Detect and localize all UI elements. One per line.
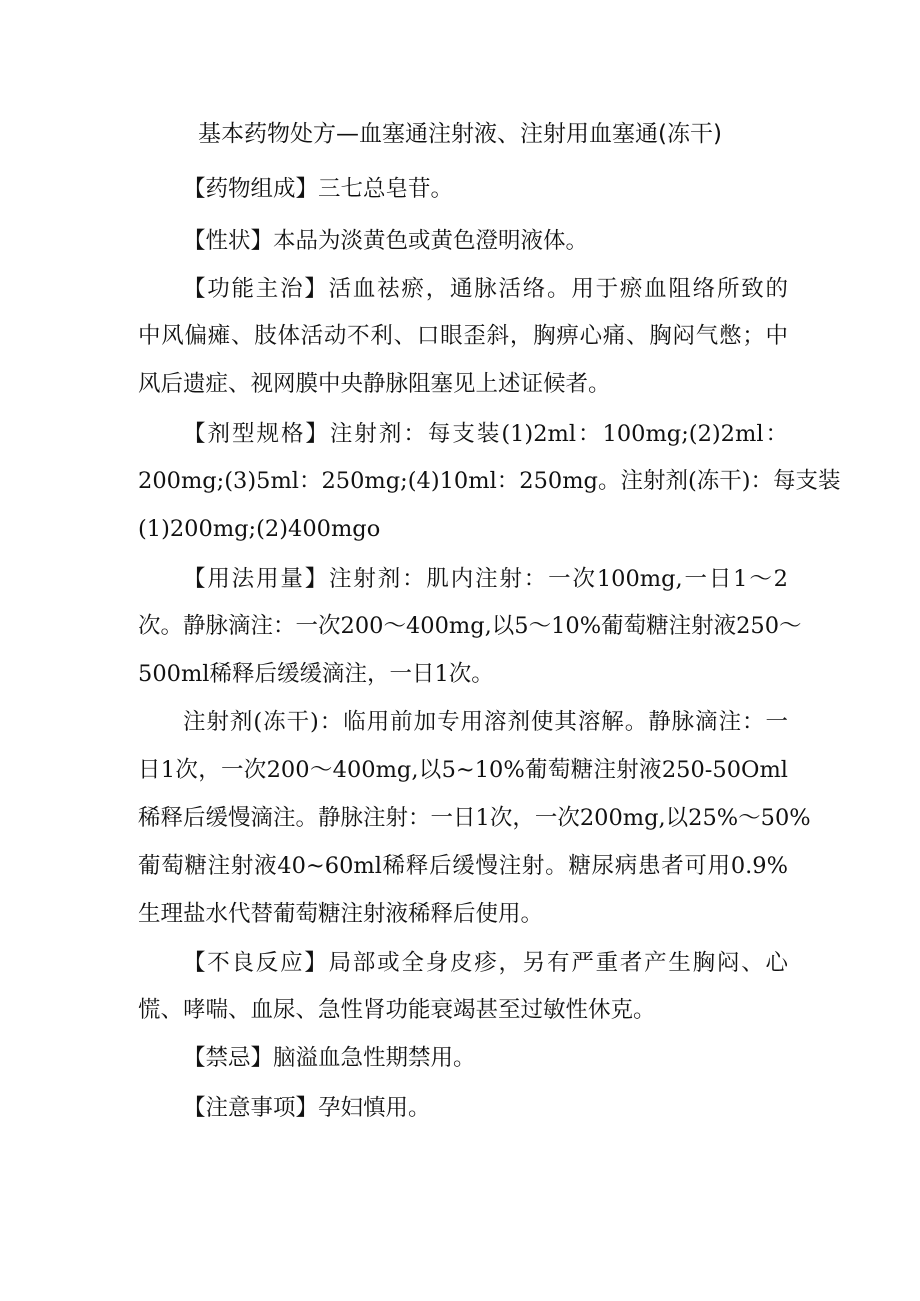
paragraph-precautions: 【注意事项】孕妇慎用。 — [183, 1095, 431, 1121]
paragraph-specs-line-2: 200mg;(3)5ml：250mg;(4)10ml：250mg。注射剂(冻干)：每支装 — [138, 468, 841, 494]
paragraph-lyophilized-line-5: 生理盐水代替葡萄糖注射液稀释后使用。 — [138, 901, 544, 927]
paragraph-contraindications: 【禁忌】脑溢血急性期禁用。 — [183, 1045, 476, 1071]
paragraph-dosage-line-3: 500ml稀释后缓缓滴注，一日1次。 — [138, 661, 494, 687]
paragraph-specs-line-3: (1)200mg;(2)400mgo — [138, 516, 381, 542]
paragraph-lyophilized-line-4: 葡萄糖注射液40~60ml稀释后缓慢注射。糖尿病患者可用0.9% — [138, 853, 788, 879]
paragraph-indications-line-3: 风后遗症、视网膜中央静脉阻塞见上述证候者。 — [138, 371, 611, 397]
paragraph-indications-line-2: 中风偏瘫、肢体活动不利、口眼歪斜，胸痹心痛、胸闷气憋；中 — [138, 323, 788, 349]
paragraph-lyophilized-line-2: 日1次，一次200～400mg,以5~10%葡萄糖注射液250-50Oml — [138, 757, 788, 783]
paragraph-adverse-line-2: 慌、哮喘、血尿、急性肾功能衰竭甚至过敏性休克。 — [138, 997, 656, 1023]
paragraph-specs-line-1: 【剂型规格】注射剂：每支装(1)2ml：100mg;(2)2ml： — [183, 421, 788, 447]
paragraph-composition: 【药物组成】三七总皂苷。 — [183, 176, 454, 202]
document-title: 基本药物处方—血塞通注射液、注射用血塞通(冻干) — [198, 121, 722, 147]
paragraph-dosage-line-2: 次。静脉滴注：一次200～400mg,以5～10%葡萄糖注射液250～ — [138, 613, 802, 639]
paragraph-appearance: 【性状】本品为淡黄色或黄色澄明液体。 — [183, 228, 589, 254]
paragraph-lyophilized-line-1: 注射剂(冻干)：临用前加专用溶剂使其溶解。静脉滴注：一 — [183, 709, 788, 735]
paragraph-dosage-line-1: 【用法用量】注射剂：肌内注射：一次100mg,一日1～2 — [183, 566, 788, 592]
paragraph-adverse-line-1: 【不良反应】局部或全身皮疹，另有严重者产生胸闷、心 — [183, 950, 788, 976]
paragraph-indications-line-1: 【功能主治】活血祛瘀，通脉活络。用于瘀血阻络所致的 — [183, 276, 788, 302]
paragraph-lyophilized-line-3: 稀释后缓慢滴注。静脉注射：一日1次，一次200mg,以25%～50% — [138, 805, 811, 831]
